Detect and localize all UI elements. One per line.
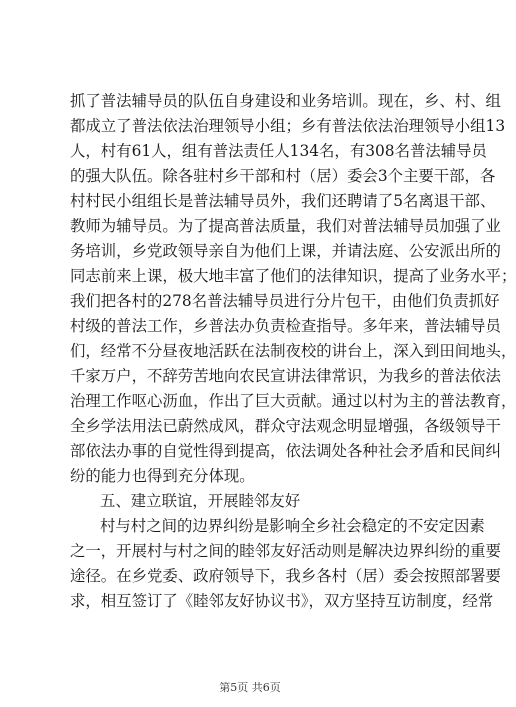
text-line: 求，相互签订了《睦邻友好协议书》，双方坚持互访制度，经常: [70, 592, 494, 610]
text-line: 纷的能力也得到充分体现。: [70, 467, 255, 485]
text-line: 人，村有61人，组有普法责任人134名，有308名普法辅导员: [70, 142, 487, 160]
text-line: 们，经常不分昼夜地活跃在法制夜校的讲台上，深入到田间地头，: [70, 342, 516, 360]
page-number: 第5页 共6页: [219, 681, 281, 694]
text-line: 部依法办事的自觉性得到提高，依法调处各种社会矛盾和民间纠: [70, 442, 501, 460]
text-line: 村村民小组组长是普法辅导员外，我们还聘请了5名离退干部、: [70, 192, 496, 210]
text-line: 都成立了普法依法治理领导小组；乡有普法依法治理领导小组13: [70, 117, 506, 135]
text-line: 同志前来上课，极大地丰富了他们的法律知识，提高了业务水平；: [70, 267, 516, 285]
section-heading: 五、建立联谊，开展睦邻友好: [100, 492, 301, 510]
text-line: 的强大队伍。除各驻村乡干部和村（居）委会3个主要干部，各: [70, 167, 496, 185]
text-line: 抓了普法辅导员的队伍自身建设和业务培训。现在，乡、村、组: [70, 92, 501, 110]
text-line: 务培训，乡党政领导亲自为他们上课，并请法庭、公安派出所的: [70, 242, 501, 260]
text-line: 教师为辅导员。为了提高普法质量，我们对普法辅导员加强了业: [70, 217, 501, 235]
text-line: 村与村之间的边界纠纷是影响全乡社会稳定的不安定因素: [100, 517, 485, 535]
text-line: 千家万户，不辞劳苦地向农民宣讲法律常识，为我乡的普法依法: [70, 367, 501, 385]
text-line: 村级的普法工作，乡普法办负责检查指导。多年来，普法辅导员: [70, 317, 501, 335]
text-line: 我们把各村的278名普法辅导员进行分片包干，由他们负责抓好: [70, 292, 500, 310]
text-line: 全乡学法用法已蔚然成风，群众守法观念明显增强，各级领导干: [70, 417, 501, 435]
text-line: 治理工作呕心沥血，作出了巨大贡献。通过以村为主的普法教育，: [70, 392, 516, 410]
text-line: 途径。在乡党委、政府领导下，我乡各村（居）委会按照部署要: [70, 567, 501, 585]
text-line: 之一，开展村与村之间的睦邻友好活动则是解决边界纠纷的重要: [70, 542, 501, 560]
